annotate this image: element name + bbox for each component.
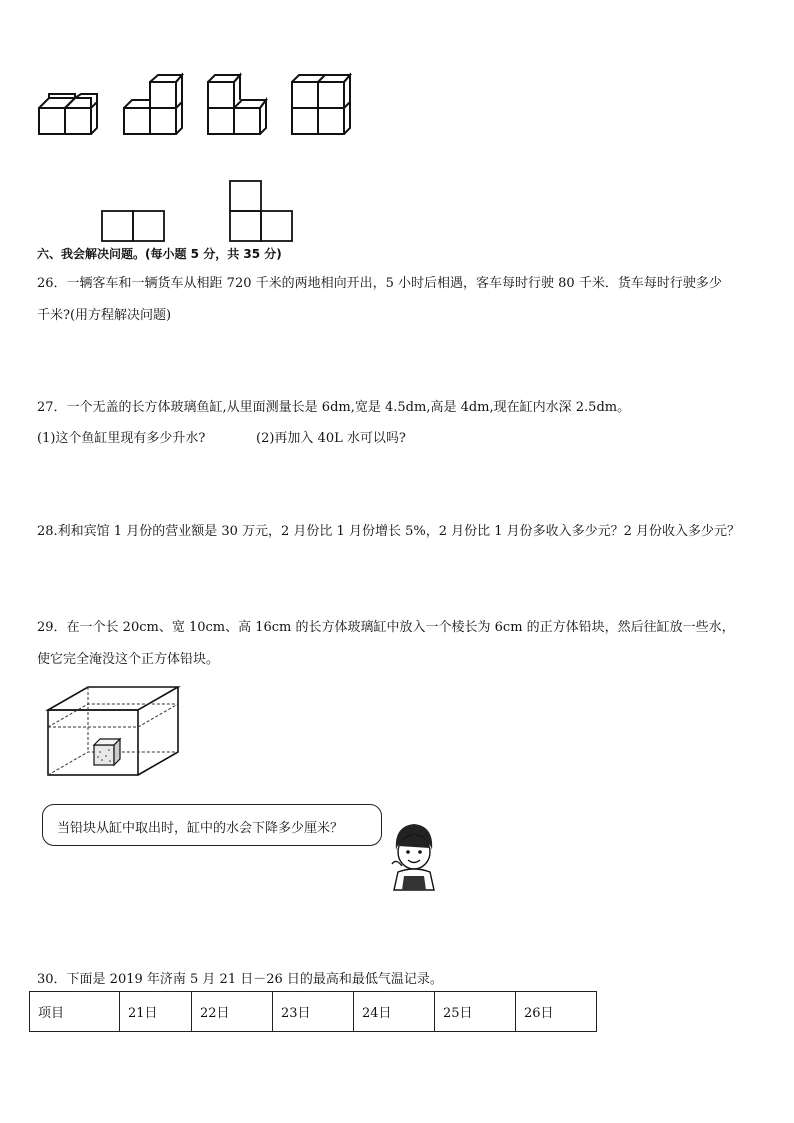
section-6-title: 六、我会解决问题。(每小题 5 分，共 35 分) — [37, 247, 282, 261]
table-header-cell: 22日 — [192, 992, 273, 1032]
cube-figure-4 — [292, 75, 350, 134]
lead-cube — [94, 739, 120, 765]
table-header-cell: 21日 — [120, 992, 192, 1032]
cube-figure-3 — [208, 75, 266, 134]
question-28-line-1: 28.利和宾馆 1 月份的营业额是 30 万元，2 月份比 1 月份增长 5%，2 月份比 1 月份多收入多少元？2 月份收入多少元？ — [37, 524, 741, 539]
question-26-line-1: 26．一辆客车和一辆货车从相距 720 千米的两地相向开出，5 小时后相遇，客车每时行驶 80 千米．货车每时行驶多少 — [37, 276, 722, 291]
cube-figure-1 — [39, 94, 97, 134]
cube-figure-2 — [124, 75, 182, 134]
table-header-cell: 23日 — [273, 992, 354, 1032]
temperature-table — [29, 991, 597, 1032]
table-header-cell: 24日 — [354, 992, 435, 1032]
plane-views — [102, 181, 292, 241]
table-header-cell: 25日 — [435, 992, 516, 1032]
question-30-line-1: 30．下面是 2019 年济南 5 月 21 日－26 日的最高和最低气温记录。 — [37, 972, 443, 987]
cube-figures — [0, 0, 794, 245]
speech-text: 当铅块从缸中取出时，缸中的水会下降多少厘米？ — [57, 821, 344, 836]
table-header-row — [30, 992, 597, 1032]
question-27-sub-1: (1)这个鱼缸里现有多少升水? — [37, 431, 206, 446]
girl-cartoon-icon — [384, 820, 444, 892]
question-26-line-2: 千米?(用方程解决问题) — [37, 308, 172, 323]
question-29-line-1: 29．在一个长 20cm、宽 10cm、高 16cm 的长方体玻璃缸中放入一个棱长为 6cm 的正方体铅块，然后往缸放一些水， — [37, 620, 735, 635]
table-header-cell: 26日 — [516, 992, 597, 1032]
table-header-cell: 项目 — [30, 992, 120, 1032]
question-27-sub-2: (2)再加入 40L 水可以吗? — [256, 431, 406, 446]
speech-bubble — [42, 804, 382, 846]
question-29-line-2: 使它完全淹没这个正方体铅块。 — [37, 652, 220, 667]
glass-tank-illustration — [38, 682, 188, 782]
question-27-line-1: 27．一个无盖的长方体玻璃鱼缸,从里面测量长是 6dm,宽是 4.5dm,高是 4dm,现在缸内水深 2.5dm。 — [37, 400, 631, 415]
